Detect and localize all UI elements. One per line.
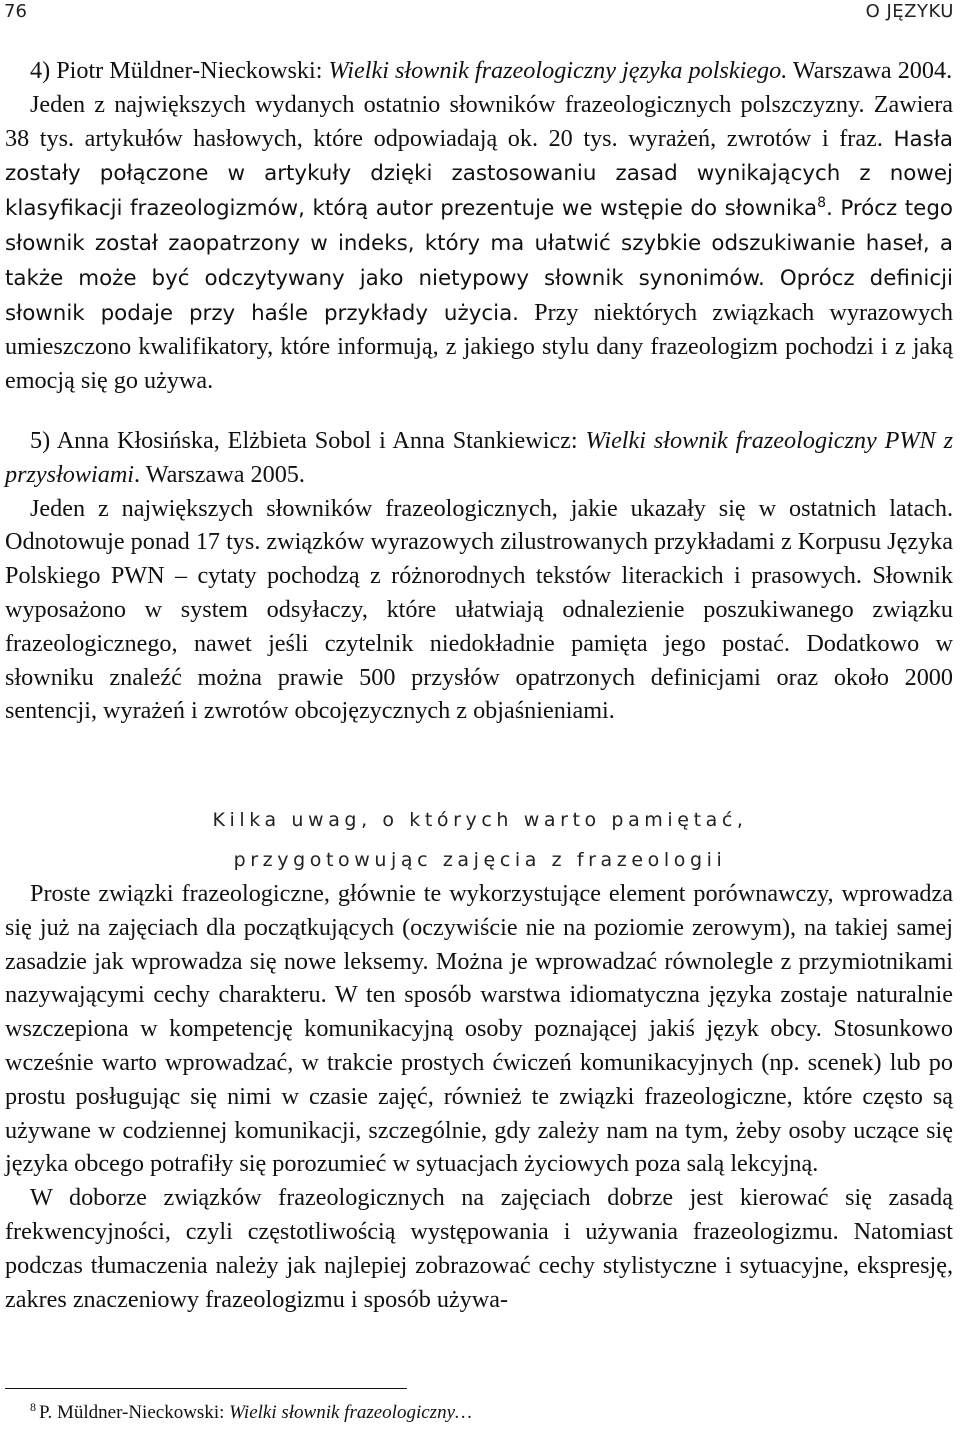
- entry-4-authors: 4) Piotr Müldner-Nieckowski:: [30, 57, 323, 84]
- entry-4-description: [5, 88, 953, 398]
- entry-5-authors: 5) Anna Kłosińska, Elżbieta Sobol i Anna Stankiewicz:: [30, 427, 578, 454]
- footnote-title: Wielki słownik frazeologiczny…: [229, 1402, 472, 1423]
- footnote-divider: [5, 1388, 407, 1389]
- section-heading: [0, 800, 960, 880]
- page-number: 76: [4, 1, 27, 22]
- entry-5-description: [5, 492, 953, 729]
- footnote-mark: 8: [30, 1399, 36, 1414]
- body-paragraph-2: W doborze związków frazeologicznych na zajęciach dobrze jest kierować się zasadą frekwencyjności, czyli częstotliwością występowania i używania frazeologizmu. Natomiast podczas tłumaczenia należy jak najlepiej zobrazować cechy stylistyczne i sytuacyjne, ekspresję, zakres znaczeniowy frazeologizmu i sposób używa-: [5, 1184, 953, 1313]
- entry-4-desc-2: Hasła zostały połączone w artykuły dzięki zastosowaniu zasad wynikających z nowej klasyfikacji frazeologizmów, którą autor prezentuje we wstępie do słownika$^8$. Prócz tego słownik został zaopatrzony w indeks, który ma ułatwić szybkie odszukiwanie haseł, a także może być odczytywany jako nietypowy słownik synonimów. Oprócz definicji słownik podaje przy haśle przykłady użycia.: [5, 126, 953, 326]
- entry-4-citation: [5, 54, 953, 88]
- running-head: [4, 0, 954, 26]
- entry-4-desc-1: Jeden z największych wydanych ostatnio słowników frazeologicznych polszczyzny. Zawiera 38 tys. artykułów hasłowych, które odpowiadają ok. 20 tys. wyrażeń, zwrotów i fraz.: [5, 90, 953, 152]
- footnote-ref-8[interactable]: 8: [817, 195, 826, 212]
- body-text: [5, 877, 953, 1316]
- entry-5-desc-1: Jeden z największych słowników frazeologicznych, jakie ukazały się w ostatnich latach. Odnotowuje ponad 17 tys. związków wyrazowych zilustrowanych przykładami z Korpusu Języka Polskiego PWN – cytaty pochodzą z różnorodnych tekstów literackich i prasowych.: [5, 494, 953, 590]
- entry-4-desc-4: Przy niektórych związkach wyrazowych umieszczono kwalifikatory, które informują, z jakiego stylu dany frazeologizm pochodzi i z jaką emocją się go używa.: [5, 298, 953, 395]
- entry-4-title: Wielki słownik frazeologiczny języka polskiego.: [328, 57, 788, 84]
- entry-4-place-year: Warszawa 2004.: [792, 57, 953, 84]
- entry-5-place-year: . Warszawa 2005.: [134, 460, 305, 488]
- entry-5-citation: [5, 424, 953, 492]
- entry-5-title: Wielki słownik frazeologiczny PWN z przysłowiami: [5, 427, 953, 488]
- footnote-author: P. Müldner-Nieckowski:: [39, 1402, 225, 1423]
- entry-5-desc-3: Dodatkowo w słowniku znaleźć można prawie 500 przysłów opatrzonych definicjami oraz około 2000 sentencji, wyrażeń i zwrotów obcojęzycznych z objaśnieniami.: [5, 629, 954, 725]
- entry-5: [5, 424, 953, 728]
- footnote-8: [30, 1400, 930, 1426]
- entry-5-desc-2: Słownik wyposażono w system odsyłaczy, które ułatwiają odnalezienie poszukiwanego związku frazeologicznego, nawet jeśli czytelnik niedokładnie pamięta jego postać.: [5, 562, 953, 657]
- section-heading-line-2: przygotowując zajęcia z frazeologii: [233, 849, 727, 871]
- body-paragraph-1: Proste związki frazeologiczne, głównie te wykorzystujące element porównawczy, wprowadza się już na zajęciach dla początkujących (oczywiście nie na poziomie zerowym), na takiej samej zasadzie jak wprowadza się nowe leksemy. Można je wprowadzać równolegle z przymiotnikami nazywającymi cechy charakteru. W ten sposób warstwa idiomatyczna języka zostaje naturalnie wszczepiona w kompetencję komunikacyjną osoby poznającej jakiś język obcy. Stosunkowo wcześnie warto wprowadzać, w trakcie prostych ćwiczeń komunikacyjnych (np. scenek) lub po prostu posługując się nimi w czasie zajęć, również te związki frazeologiczne, które często są używane w codziennej komunikacji, szczególnie, gdy zależy nam na tym, żeby osoby uczące się języka obcego potrafiły się porozumieć w sytuacjach życiowych poza salą lekcyjną.: [5, 880, 953, 1178]
- entry-4: [5, 54, 953, 398]
- running-head-title: O JĘZYKU: [865, 1, 954, 22]
- section-heading-line-1: Kilka uwag, o których warto pamiętać,: [212, 809, 748, 831]
